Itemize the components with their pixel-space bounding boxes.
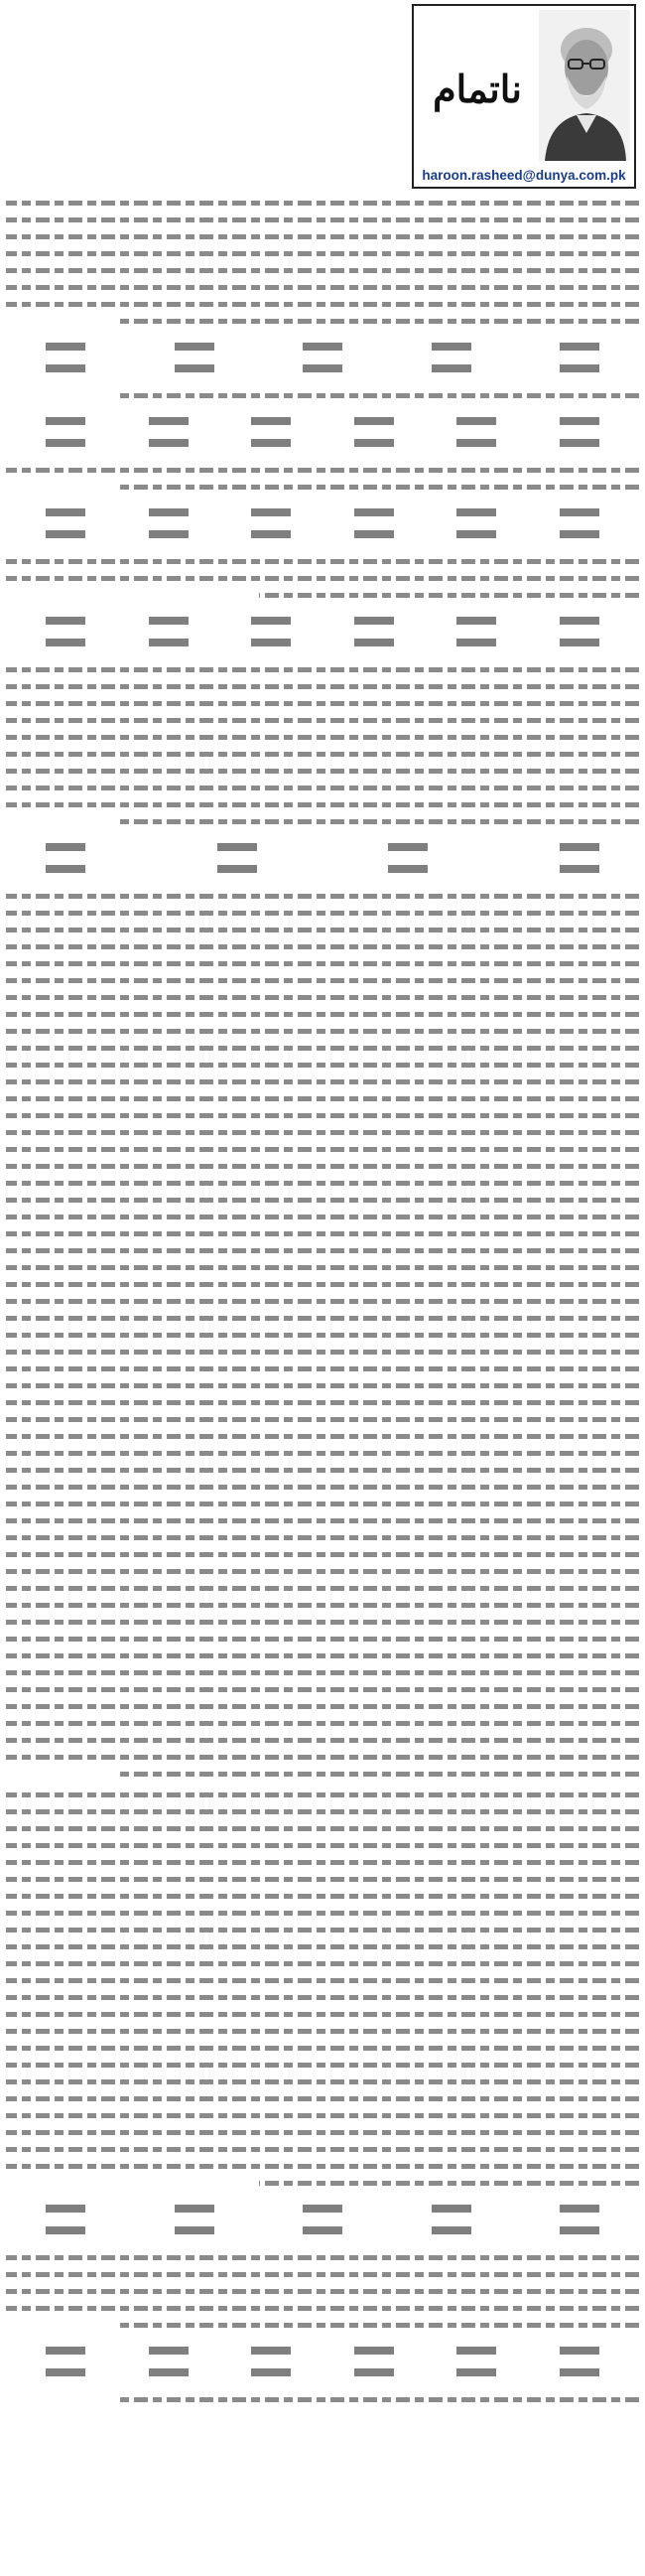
verse-block [6,2340,639,2383]
paragraph [6,462,639,496]
paragraph [6,2391,639,2408]
paragraph [6,661,639,830]
paragraph [6,2249,639,2334]
paragraph [6,1787,639,2192]
author-portrait [539,10,630,161]
paragraph [6,553,639,604]
paragraph [6,387,639,404]
article-body [6,195,639,2412]
column-title: ناتمام [433,67,522,111]
verse-block [6,836,639,880]
author-email[interactable]: haroon.rasheed@dunya.com.pk [422,168,626,183]
verse-block [6,2198,639,2241]
verse-block [6,501,639,545]
verse-block [6,610,639,653]
paragraph [6,888,639,1783]
verse-block [6,410,639,454]
column-masthead [412,4,636,189]
verse-block [6,336,639,379]
paragraph [6,195,639,330]
author-photo-icon [539,10,630,161]
